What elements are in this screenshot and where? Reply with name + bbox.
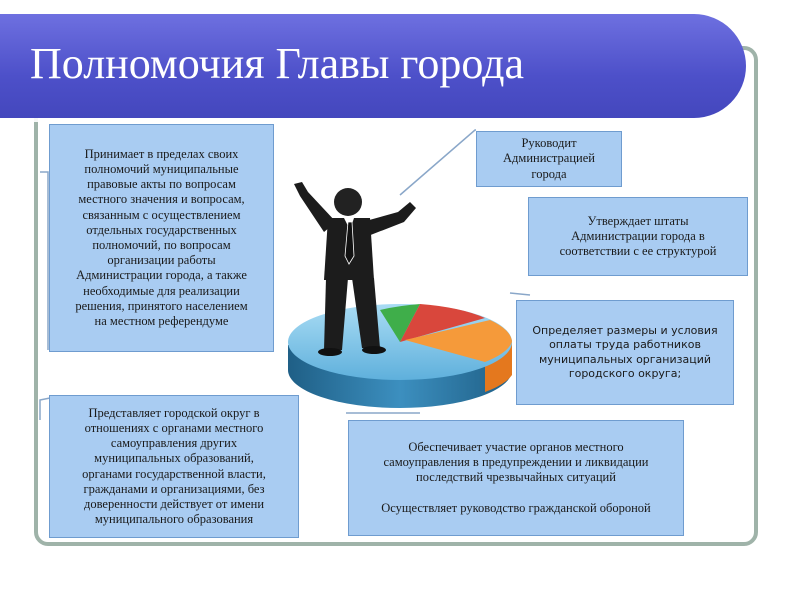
box-emergency-defense: Обеспечивает участие органов местного самоуправления в предупреждении и ликвидации последствий чрезвычайных ситуаций Осуществляет руководство гражданской обороной bbox=[348, 420, 684, 536]
businessman-pie-illustration bbox=[280, 170, 520, 410]
left-shoe bbox=[318, 348, 342, 356]
head bbox=[334, 188, 362, 216]
box-approves-staff: Утверждает штаты Администрации города в соответствии с ее структурой bbox=[528, 197, 748, 276]
box-wages: Определяет размеры и условия оплаты труда работников муниципальных организаций городского округа; bbox=[516, 300, 734, 405]
page-title: Полномочия Главы города bbox=[30, 39, 525, 88]
right-shoe bbox=[362, 346, 386, 354]
box-legal-acts: Принимает в пределах своих полномочий муниципальные правовые акты по вопросам местного значения и вопросам, связанным с осуществлением отдельных государственных полномочий, по вопросам организации работы Администрации города, а также необходимые для реализации решения, принятого населением на местном референдуме bbox=[49, 124, 274, 352]
connector-left-top bbox=[40, 172, 48, 350]
box-manages-administration: Руководит Администрацией города bbox=[476, 131, 622, 187]
box-represents-district: Представляет городской округ в отношениях с органами местного самоуправления других муниципальных образований, органами государственной власти, гражданами и организациями, без доверенности действует от имени муниципального образования bbox=[49, 395, 299, 538]
